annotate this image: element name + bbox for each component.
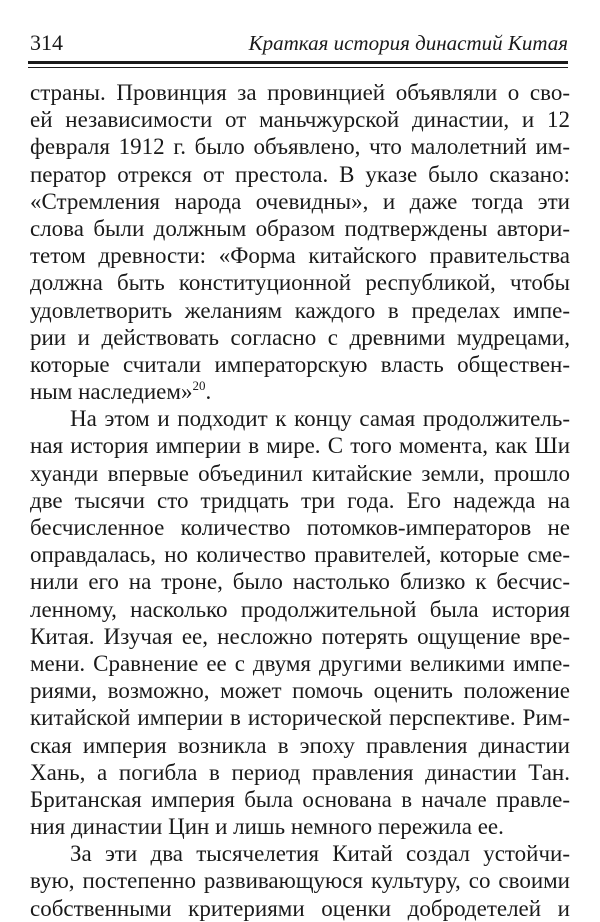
text-line: оправдалась, но количество правителей, которые сме- xyxy=(30,542,570,568)
running-title: Краткая история династий Китая xyxy=(248,31,568,55)
text-line: которые считали императорскую власть обществен- xyxy=(30,351,570,377)
text-line: должна быть конституционной республикой, чтобы xyxy=(30,270,570,296)
text-line-last: ным наследием»$^{20}$. xyxy=(30,378,212,405)
paragraph-2 xyxy=(30,405,570,840)
text-line: хуанди впервые объединил китайские земли, прошло xyxy=(30,460,570,486)
text-line: Хань, а погибла в период правления династии Тан. xyxy=(30,759,570,785)
text-line: ная история империи в мире. С того момента, как Ши xyxy=(30,433,570,459)
text-line: рии и действовать согласно с древними мудрецами, xyxy=(30,324,570,350)
text-line: собственными критериями оценки добродетелей и xyxy=(30,895,570,921)
text-line-content: ным наследием» xyxy=(30,379,193,405)
text-line: Британская империя была основана в начале правле- xyxy=(30,786,570,812)
text-line: страны. Провинция за провинцией объявляли о сво- xyxy=(30,80,570,105)
text-line: «Стремления народа очевидны», и даже тогда эти xyxy=(30,188,570,214)
page-number: 314 xyxy=(30,30,63,55)
page-header xyxy=(28,30,568,58)
text-line: ская империя возникла в эпоху правления династии xyxy=(30,732,570,758)
text-line: мени. Сравнение ее с двумя другими великими импе- xyxy=(30,650,570,676)
text-line: ператор отрекся от престола. В указе было сказано: xyxy=(30,161,570,187)
footnote-ref[interactable]: 20 xyxy=(192,378,206,394)
text-line: бесчисленное количество потомков-императоров не xyxy=(30,515,570,540)
paragraph-3 xyxy=(30,840,570,922)
text-line: февраля 1912 г. было объявлено, что малолетний им- xyxy=(30,134,570,160)
text-line: удовлетворить желаниям каждого в пределах импе- xyxy=(30,297,570,323)
text-line: ей независимости от маньчжурской династии, и 12 xyxy=(30,107,570,133)
header-rule xyxy=(28,61,568,64)
body-text xyxy=(30,79,570,922)
text-line: вую, постепенно развивающуюся культуру, со своими xyxy=(30,868,570,894)
header-rule-thin xyxy=(28,67,568,68)
text-line: Китая. Изучая ее, несложно потерять ощущение вре- xyxy=(30,623,570,649)
text-line: нили его на троне, было настолько близко к бесчис- xyxy=(30,569,570,595)
text-line: На этом и подходит к концу самая продолжитель- xyxy=(70,406,570,432)
text-line: ния династии Цин и лишь немного пережила ее. xyxy=(30,814,504,840)
text-line: китайской империи в исторической перспективе. Рим- xyxy=(30,705,570,731)
text-line: риями, возможно, может помочь оценить положение xyxy=(30,678,570,704)
text-line: тетом древности: «Форма китайского правительства xyxy=(30,243,570,269)
text-line: За эти два тысячелетия Китай создал устойчи- xyxy=(70,841,570,867)
text-line: слова были должным образом подтверждены автори- xyxy=(30,215,570,241)
text-line: две тысячи сто тридцать три года. Его надежда на xyxy=(30,487,570,513)
text-line: ленному, насколько продолжительной была история xyxy=(30,596,570,622)
paragraph-1 xyxy=(30,79,570,405)
